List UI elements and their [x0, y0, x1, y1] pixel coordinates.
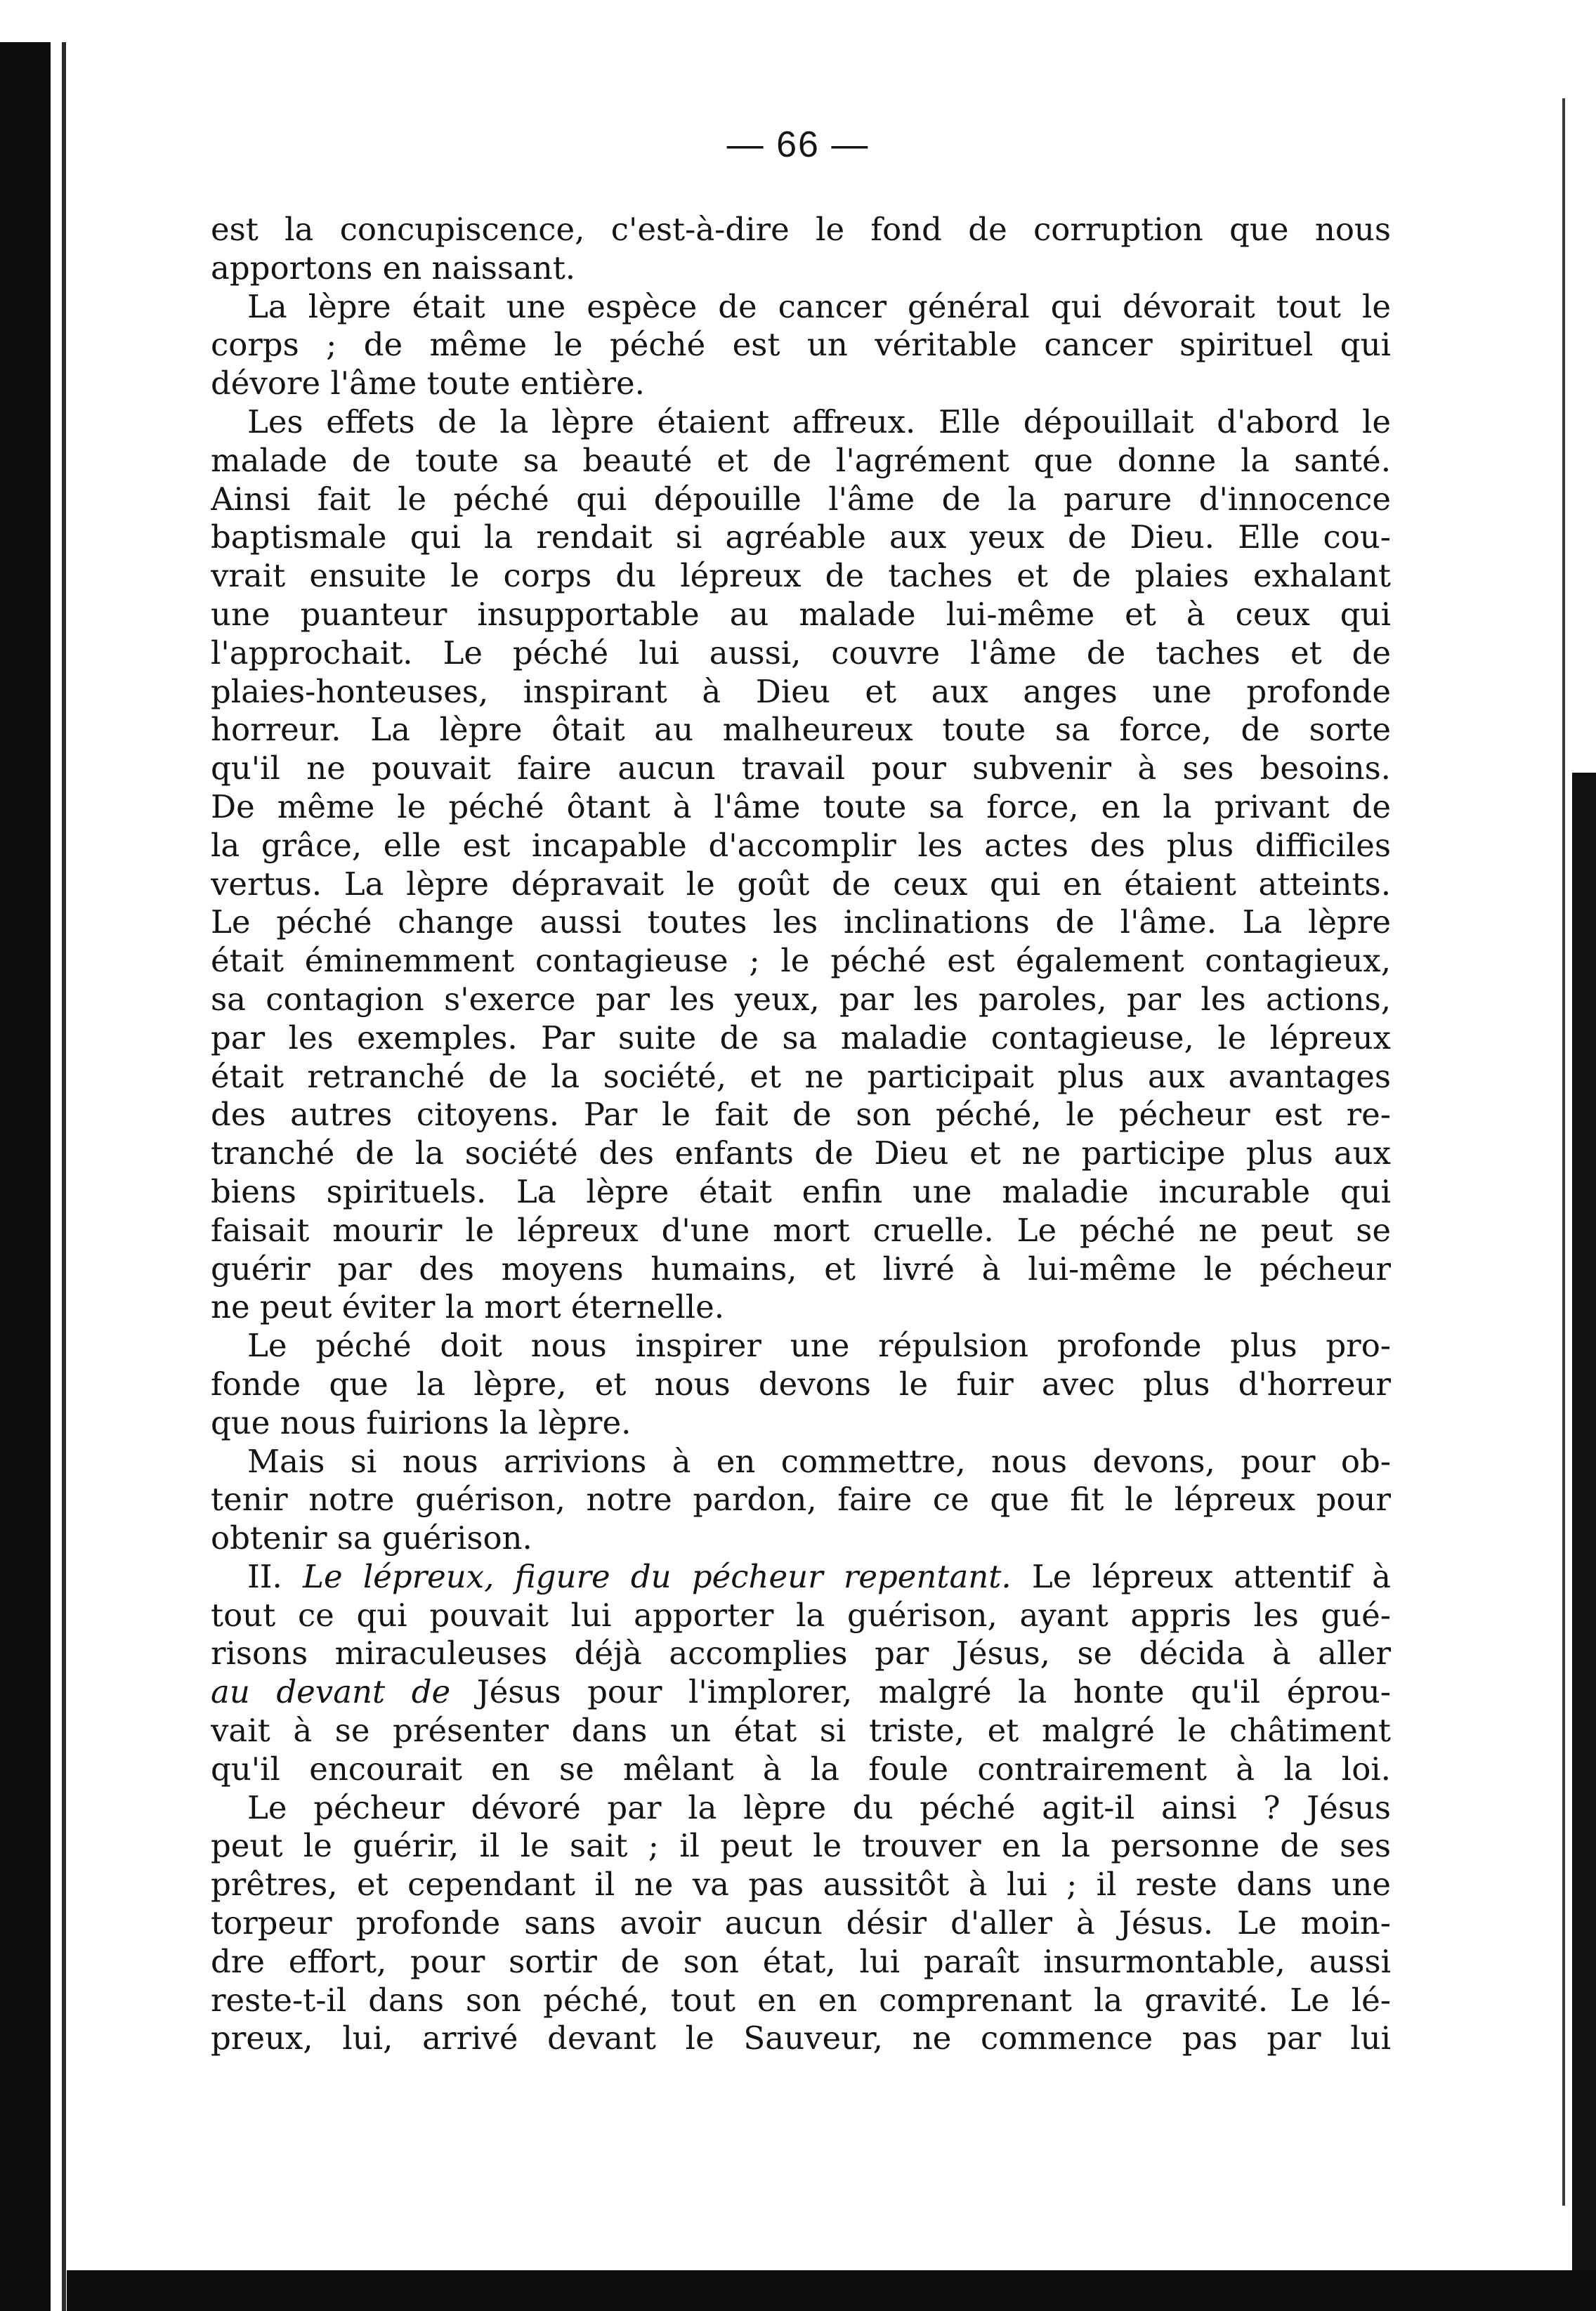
text-line: horreur. La lèpre ôtait au malheureux toute sa force, de sorte	[211, 711, 1391, 749]
text-line: vrait ensuite le corps du lépreux de taches et de plaies exhalant	[211, 557, 1391, 595]
scan-edge-bottom	[67, 2270, 1596, 2311]
text-line: tenir notre guérison, notre pardon, faire ce que fit le lépreux pour	[211, 1481, 1391, 1519]
text-line: dévore l'âme toute entière.	[211, 365, 645, 402]
text-line: preux, lui, arrivé devant le Sauveur, ne commence pas par lui	[211, 2019, 1391, 2057]
text-line	[211, 1558, 1391, 1597]
text-line: vait à se présenter dans un état si triste, et malgré le châtiment	[211, 1712, 1391, 1750]
text-line: vertus. La lèpre dépravait le goût de ceux qui en étaient atteints.	[211, 865, 1391, 903]
text-line: biens spirituels. La lèpre était enfin une maladie incurable qui	[211, 1172, 1391, 1210]
text-line: fonde que la lèpre, et nous devons le fuir avec plus d'horreur	[211, 1365, 1391, 1403]
line-text: Jésus pour l'implorer, malgré la honte qu'il éprou-	[476, 1673, 1391, 1711]
text-line: guérir par des moyens humains, et livré à lui-même le pécheur	[211, 1250, 1391, 1288]
text-line: Ainsi fait le péché qui dépouille l'âme de la parure d'innocence	[211, 480, 1391, 518]
text-line: qu'il ne pouvait faire aucun travail pour subvenir à ses besoins.	[211, 749, 1391, 787]
text-line: torpeur profonde sans avoir aucun désir d'aller à Jésus. Le moin-	[211, 1904, 1391, 1942]
section-number: II.	[247, 1557, 282, 1595]
text-line: risons miraculeuses déjà accomplies par Jésus, se décida à aller	[211, 1635, 1391, 1672]
text-line: par les exemples. Par suite de sa maladie contagieuse, le lépreux	[211, 1019, 1391, 1056]
line-text: Le lépreux attentif à	[1031, 1557, 1391, 1595]
text-line: Le péché doit nous inspirer une répulsion profonde plus pro-	[247, 1327, 1391, 1365]
text-line: qu'il encourait en se mêlant à la foule contrairement à la loi.	[211, 1750, 1391, 1788]
section-heading: Le lépreux, figure du pécheur repentant.	[303, 1557, 1012, 1595]
text-line: Mais si nous arrivions à en commettre, nous devons, pour ob-	[247, 1442, 1391, 1480]
scan-edge-right	[1572, 773, 1596, 2276]
text-line: baptismale qui la rendait si agréable aux yeux de Dieu. Elle cou-	[211, 518, 1391, 556]
scan-edge-left	[0, 42, 51, 2311]
text-line: est la concupiscence, c'est-à-dire le fond de corruption que nous	[211, 211, 1391, 248]
text-line: malade de toute sa beauté et de l'agrément que donne la santé.	[211, 441, 1391, 479]
text-line: que nous fuirions la lèpre.	[211, 1403, 632, 1441]
text-line: prêtres, et cependant il ne va pas aussitôt à lui ; il reste dans une	[211, 1866, 1391, 1904]
text-line: sa contagion s'exerce par les yeux, par les paroles, par les actions,	[211, 980, 1391, 1018]
text-line: tranché de la société des enfants de Dieu et ne participe plus aux	[211, 1134, 1391, 1172]
scan-edge-left-line	[62, 42, 66, 2311]
text-line: était éminemment contagieuse ; le péché est également contagieux,	[211, 942, 1391, 980]
text-line: des autres citoyens. Par le fait de son péché, le pécheur est re-	[211, 1096, 1391, 1134]
text-line: La lèpre était une espèce de cancer général qui dévorait tout le	[247, 287, 1391, 325]
text-line: Les effets de la lèpre étaient affreux. Elle dépouillait d'abord le	[247, 402, 1391, 440]
text-line: était retranché de la société, et ne participait plus aux avantages	[211, 1057, 1391, 1095]
text-line: peut le guérir, il le sait ; il peut le trouver en la personne de ses	[211, 1827, 1391, 1865]
page-number: — 66 —	[726, 124, 870, 165]
text-line: faisait mourir le lépreux d'une mort cruelle. Le péché ne peut se	[211, 1211, 1391, 1249]
text-line: une puanteur insupportable au malade lui-même et à ceux qui	[211, 595, 1391, 633]
text-line: Le pécheur dévoré par la lèpre du péché agit-il ainsi ? Jésus	[247, 1788, 1391, 1826]
body-text	[211, 211, 1391, 2058]
text-line: l'approchait. Le péché lui aussi, couvre l'âme de taches et de	[211, 634, 1391, 672]
text-line: apportons en naissant.	[211, 249, 576, 287]
text-line: ne peut éviter la mort éternelle.	[211, 1288, 725, 1326]
text-line: tout ce qui pouvait lui apporter la guérison, ayant appris les gué-	[211, 1596, 1391, 1634]
scan-edge-right-line	[1562, 98, 1565, 2206]
text-line	[211, 1673, 1391, 1712]
italic-phrase: au devant de	[211, 1673, 451, 1711]
text-line: corps ; de même le péché est un véritable cancer spirituel qui	[211, 326, 1391, 364]
text-line: plaies-honteuses, inspirant à Dieu et aux anges une profonde	[211, 672, 1391, 710]
text-line: Le péché change aussi toutes les inclinations de l'âme. La lèpre	[211, 903, 1391, 941]
text-line: dre effort, pour sortir de son état, lui paraît insurmontable, aussi	[211, 1942, 1391, 1980]
text-line: obtenir sa guérison.	[211, 1519, 532, 1557]
text-line: reste-t-il dans son péché, tout en en comprenant la gravité. Le lé-	[211, 1981, 1391, 2019]
text-line: De même le péché ôtant à l'âme toute sa force, en la privant de	[211, 787, 1391, 825]
text-line: la grâce, elle est incapable d'accomplir les actes des plus difficiles	[211, 826, 1391, 864]
